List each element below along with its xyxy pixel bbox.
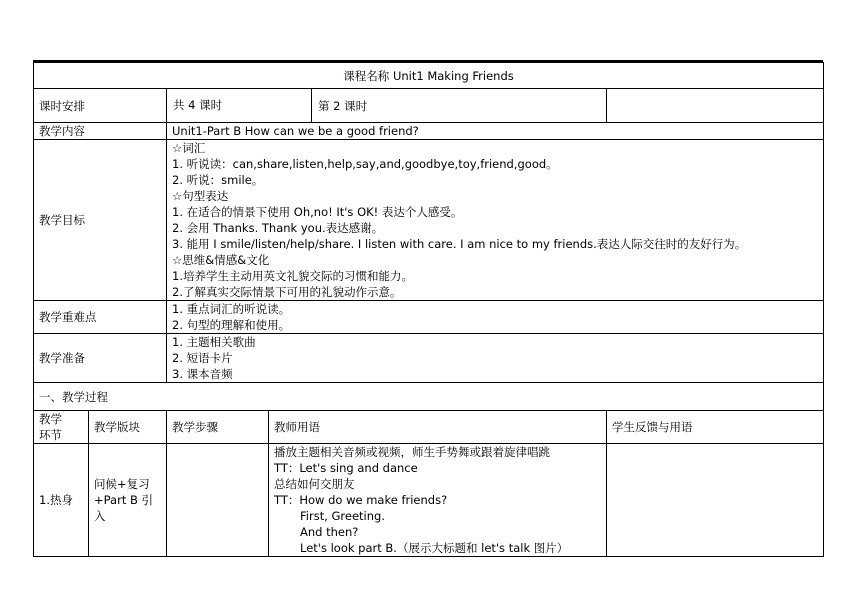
stage-cell: 1.热身 — [34, 444, 89, 557]
preparation-line: 3. 课本音频 — [172, 367, 233, 381]
steps-cell — [167, 444, 269, 557]
objectives-label: 教学目标 — [34, 140, 167, 301]
teacher-line: TT：Let's sing and dance — [274, 461, 418, 475]
preparation-line: 2. 短语卡片 — [172, 351, 233, 365]
objectives-line: 2.了解真实交际情景下可用的礼貌动作示意。 — [172, 285, 402, 299]
content-value: Unit1-Part B How can we be a good friend? — [167, 123, 824, 140]
objectives-line: 1.培养学生主动用英文礼貌交际的习惯和能力。 — [172, 269, 413, 283]
teacher-line: First, Greeting. — [300, 509, 385, 523]
header-stage-line: 教学 — [39, 412, 62, 426]
schedule-current: 第 2 课时 — [318, 98, 368, 113]
module-line: 入 — [94, 509, 106, 523]
objectives-line: ☆词汇 — [172, 141, 206, 155]
content-label: 教学内容 — [34, 123, 167, 140]
process-row-warmup — [34, 444, 824, 557]
process-heading-row — [34, 383, 824, 411]
teacher-line: TT：How do we make friends? — [274, 493, 448, 507]
objectives-line: 1. 在适合的情景下使用 Oh,no! It's OK! 表达个人感受。 — [172, 205, 463, 219]
header-module: 教学版块 — [89, 411, 167, 444]
schedule-empty-cell — [607, 89, 824, 123]
student-cell — [607, 444, 824, 557]
preparation-line: 1. 主题相关歌曲 — [172, 335, 256, 349]
content-row — [34, 123, 824, 140]
header-stage-line: 环节 — [39, 428, 62, 442]
teacher-line: Let's look part B.（展示大标题和 let's talk 图片） — [300, 541, 569, 555]
header-steps: 教学步骤 — [167, 411, 269, 444]
key-points-row — [34, 301, 824, 334]
teacher-line: 总结如何交朋友 — [274, 477, 355, 491]
process-header-row — [34, 411, 824, 444]
module-line: 问候+复习 — [94, 477, 150, 491]
course-title: 课程名称 Unit1 Making Friends — [34, 63, 824, 89]
objectives-line: ☆思维&情感&文化 — [172, 253, 270, 267]
schedule-label: 课时安排 — [34, 89, 167, 123]
teacher-line: And then? — [300, 525, 359, 539]
preparation-row — [34, 334, 824, 383]
process-heading: 一、教学过程 — [34, 383, 824, 411]
preparation-label: 教学准备 — [34, 334, 167, 383]
objectives-line: 2. 会用 Thanks. Thank you.表达感谢。 — [172, 221, 384, 235]
header-student: 学生反馈与用语 — [607, 411, 824, 444]
objectives-line: 3. 能用 I smile/listen/help/share. I listen with care. I am nice to my friends.表达人际交往时的友好行为。 — [172, 237, 747, 251]
title-row — [34, 63, 824, 89]
objectives-line: ☆句型表达 — [172, 189, 229, 203]
schedule-row — [34, 89, 824, 123]
key-points-label: 教学重难点 — [34, 301, 167, 334]
key-points-line: 1. 重点词汇的听说读。 — [172, 302, 291, 316]
teacher-line: 播放主题相关音频或视频，师生手势舞或跟着旋律唱跳 — [274, 445, 550, 459]
schedule-total: 共 4 课时 — [167, 89, 312, 122]
objectives-row — [34, 140, 824, 301]
objectives-line: 2. 听说：smile。 — [172, 173, 264, 187]
lesson-plan-table — [33, 62, 824, 557]
header-teacher: 教师用语 — [269, 411, 607, 444]
module-line: +Part B 引 — [94, 493, 154, 507]
key-points-line: 2. 句型的理解和使用。 — [172, 318, 291, 332]
objectives-line: 1. 听说读：can,share,listen,help,say,and,goodbye,toy,friend,good。 — [172, 157, 558, 171]
